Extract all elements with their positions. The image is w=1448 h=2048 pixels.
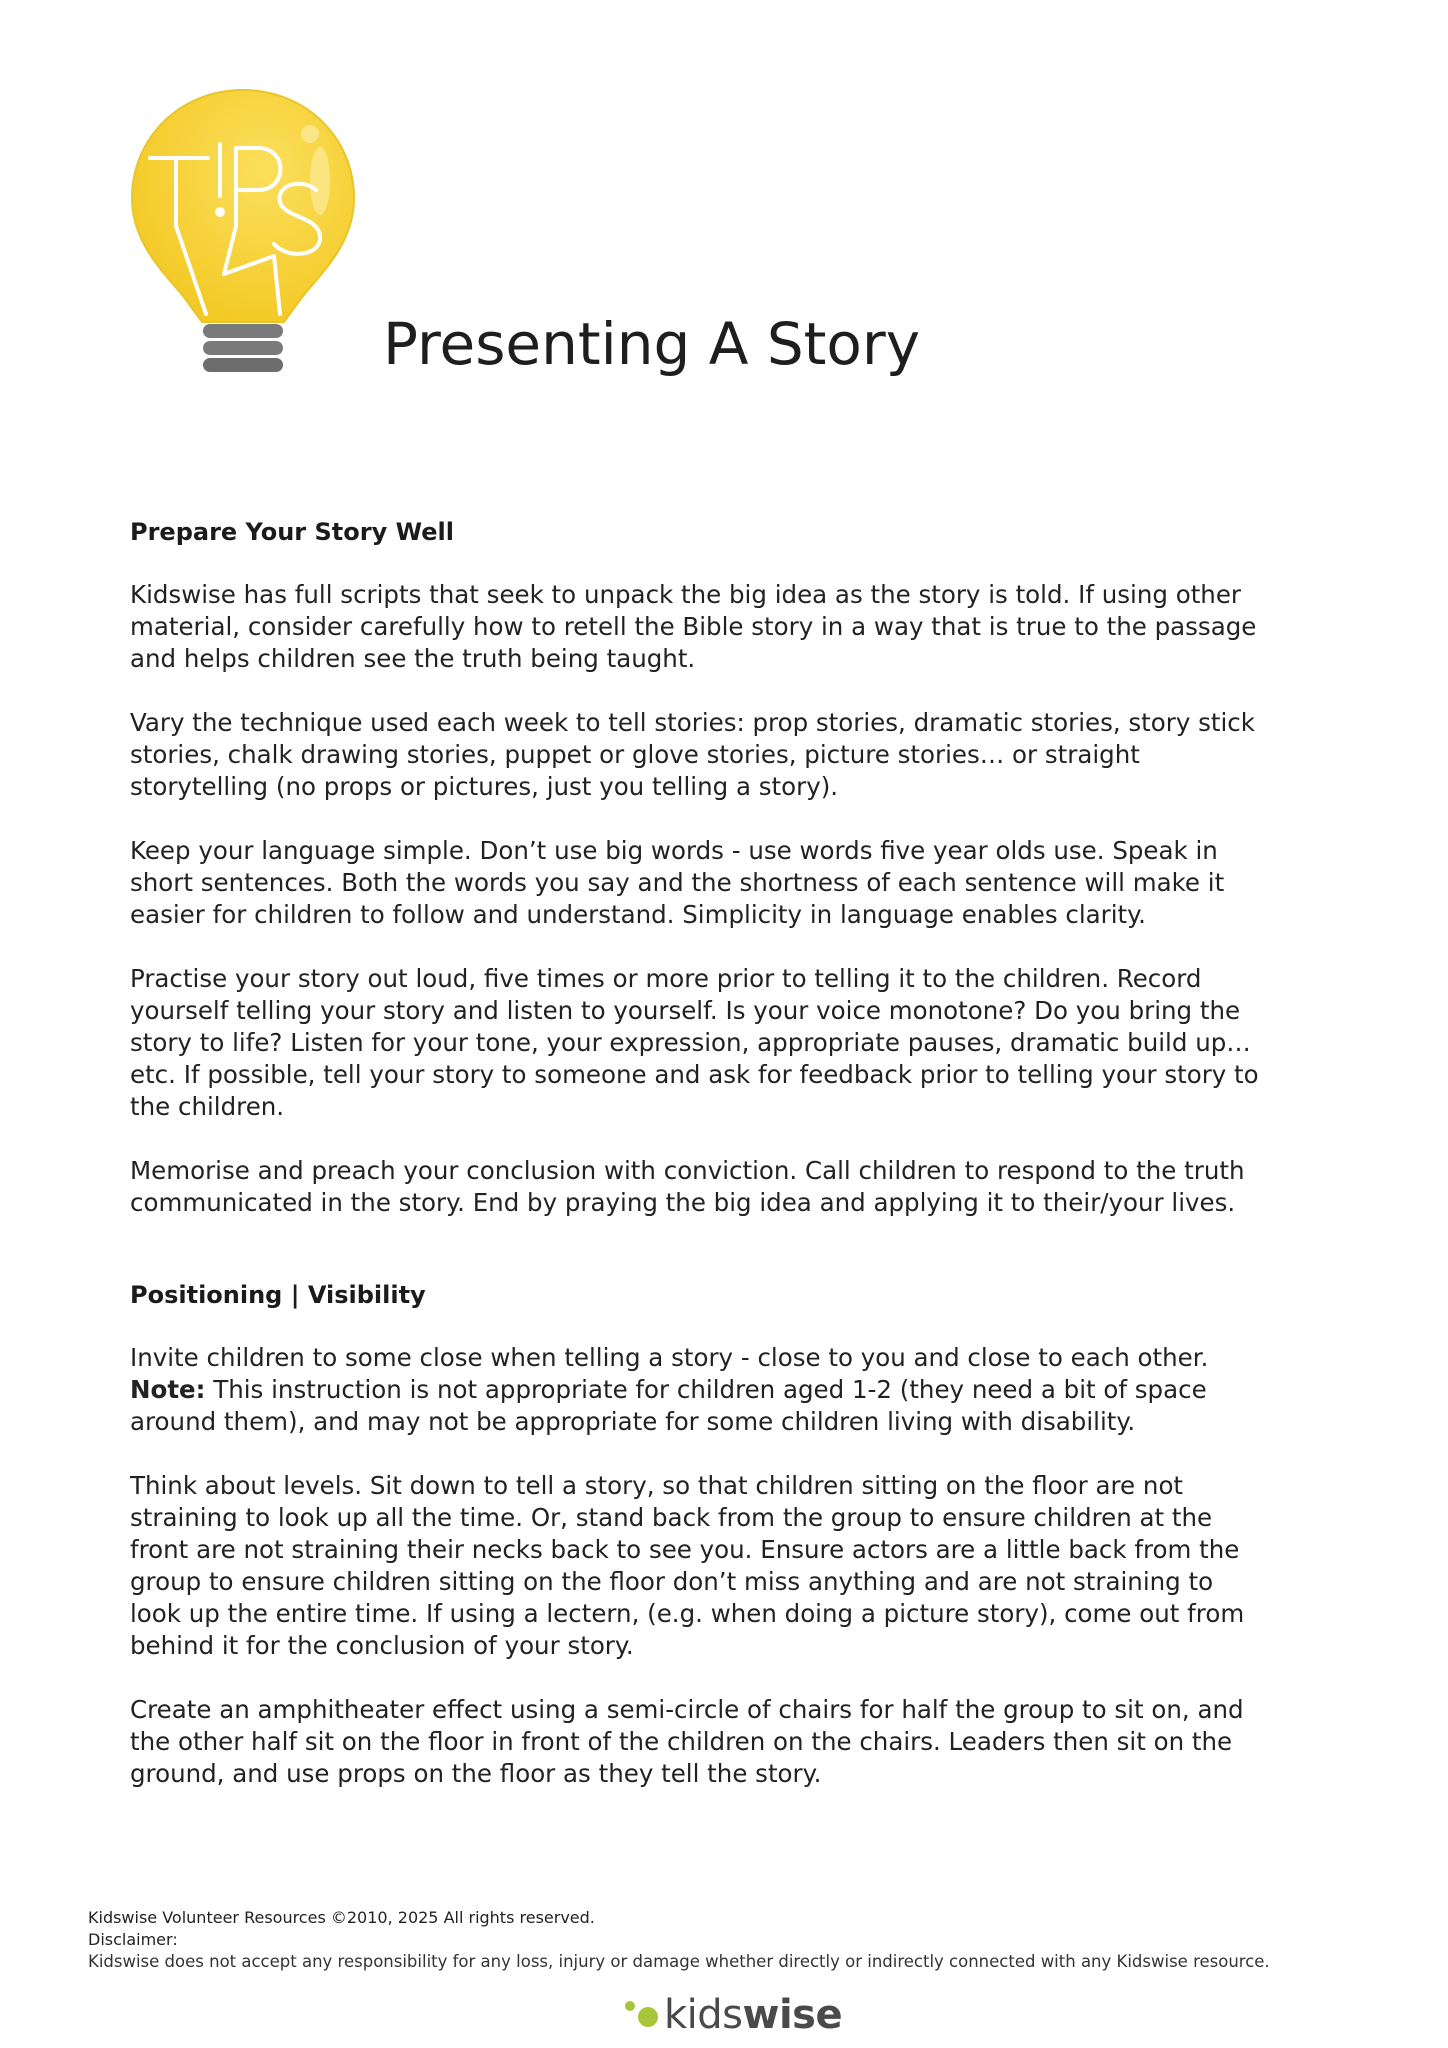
- note-label: Note:: [130, 1375, 206, 1404]
- page-title: Presenting A Story: [383, 310, 921, 378]
- brand-suffix: wise: [742, 1992, 843, 2038]
- disclaimer-text: Kidswise does not accept any responsibility for any loss, injury or damage whether directly or indirectly connected with any Kidswise resource.: [88, 1952, 1270, 1971]
- paragraph-with-note: [130, 1342, 1260, 1438]
- main-content: [130, 518, 1260, 1822]
- kidswise-brand-logo: [620, 1990, 842, 2040]
- disclaimer-label: Disclaimer:: [88, 1930, 178, 1949]
- footer: [88, 1907, 1408, 1973]
- brand-prefix: kids: [664, 1992, 743, 2038]
- paragraph: Keep your language simple. Don’t use big words - use words five year olds use. Speak in short sentences. Both the words you say and the shortness of each sentence will make it easier for children to follow and understand. Simplicity in language enables clarity.: [130, 836, 1225, 929]
- paragraph: Create an amphitheater effect using a semi-circle of chairs for half the group to sit on, and the other half sit on the floor in front of the children on the chairs. Leaders then sit on the ground, and use props on the floor as they tell the story.: [130, 1695, 1244, 1788]
- paragraph: Think about levels. Sit down to tell a story, so that children sitting on the floor are not straining to look up all the time. Or, stand back from the group to ensure children at the front are not straining their necks back to see you. Ensure actors are a little back from the group to ensure children sitting on the floor don’t miss anything and are not straining to look up the entire time. If using a lectern, (e.g. when doing a picture story), come out from behind it for the conclusion of your story.: [130, 1471, 1245, 1660]
- note-text: This instruction is not appropriate for children aged 1-2 (they need a bit of space around them), and may not be appropriate for some children living with disability.: [130, 1375, 1207, 1436]
- paragraph-text: Invite children to some close when telling a story - close to you and close to each other.: [130, 1343, 1209, 1372]
- copyright-text: Kidswise Volunteer Resources ©2010, 2025 All rights reserved.: [88, 1908, 595, 1927]
- section-heading-prepare: Prepare Your Story Well: [130, 518, 454, 546]
- paragraph: Practise your story out loud, five times or more prior to telling it to the children. Record yourself telling your story and listen to yourself. Is your voice monotone? Do you bring the story to life? Listen for your tone, your expression, appropriate pauses, dramatic build up… etc. If possible, tell your story to someone and ask for feedback prior to telling your story to the children.: [130, 964, 1259, 1121]
- paragraph: Vary the technique used each week to tell stories: prop stories, dramatic stories, story stick stories, chalk drawing stories, puppet or glove stories, picture stories… or straight storytelling (no props or pictures, just you telling a story).: [130, 708, 1255, 801]
- section-heading-positioning: Positioning | Visibility: [130, 1281, 426, 1309]
- tips-lightbulb-logo: [128, 86, 358, 386]
- brand-wordmark: [664, 1992, 842, 2038]
- paragraph: Kidswise has full scripts that seek to unpack the big idea as the story is told. If using other material, consider carefully how to retell the Bible story in a way that is true to the passage and helps children see the truth being taught.: [130, 580, 1257, 673]
- brand-dots-icon: [620, 1995, 664, 2035]
- paragraph: Memorise and preach your conclusion with conviction. Call children to respond to the truth communicated in the story. End by praying the big idea and applying it to their/your lives.: [130, 1156, 1245, 1217]
